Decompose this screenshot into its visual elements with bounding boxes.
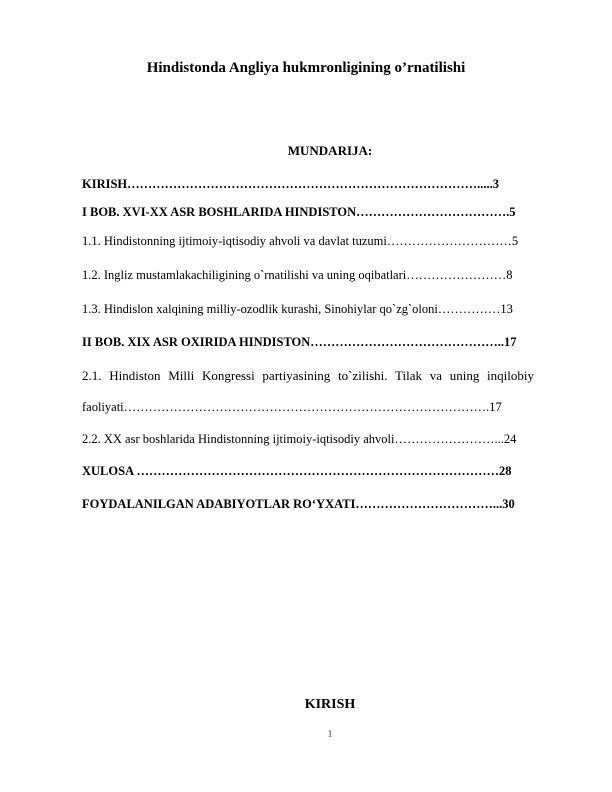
- toc-entry-1-1: 1.1. Hindistonning ijtimoiy-iqtisodiy ahvoli va davlat tuzumi…………………………5: [82, 234, 519, 248]
- toc-entry-1-2: 1.2. Ingliz mustamlakachiligining o`rnatilishi va uning oqibatlari……………………8: [82, 268, 513, 282]
- toc-heading: MUNDARIJA:: [287, 143, 373, 158]
- toc-entry-chapter-2: II BOB. XIX ASR OXIRIDA HINDISTON………………………………………..17: [82, 335, 517, 349]
- page-number: 1: [327, 729, 333, 740]
- toc-entry-1-3: 1.3. Hindislon xalqining milliy-ozodlik kurashi, Sinohiylar qo`zg`oloni……………13: [82, 302, 513, 316]
- toc-entry-xulosa: XULOSA ……………………………………………………………………………28: [82, 464, 512, 478]
- toc-entry-chapter-1: I BOB. XVI-XX ASR BOSHLARIDA HINDISTON……………………………….5: [82, 205, 516, 219]
- toc-entry-kirish: KIRISH………………………………………………………………………….....3: [82, 177, 500, 191]
- section-heading-kirish: KIRISH: [304, 697, 356, 712]
- toc-entry-2-2: 2.2. XX asr boshlarida Hindistonning ijtimoiy-iqtisodiy ahvoli……………………...24: [82, 432, 517, 446]
- toc-entry-adabiyotlar: FOYDALANILGAN ADABIYOTLAR RO‘YXATI……………………………...30: [82, 497, 515, 511]
- toc-entry-2-1-line1: 2.1. Hindiston Milli Kongressi partiyasining to`zilishi. Tilak va uning inqilobiy: [82, 368, 534, 383]
- page-title: Hindistonda Angliya hukmronligining o’rnatilishi: [146, 60, 466, 76]
- toc-entry-2-1-line2: faoliyati…………………………………………………………………………….17: [82, 400, 502, 414]
